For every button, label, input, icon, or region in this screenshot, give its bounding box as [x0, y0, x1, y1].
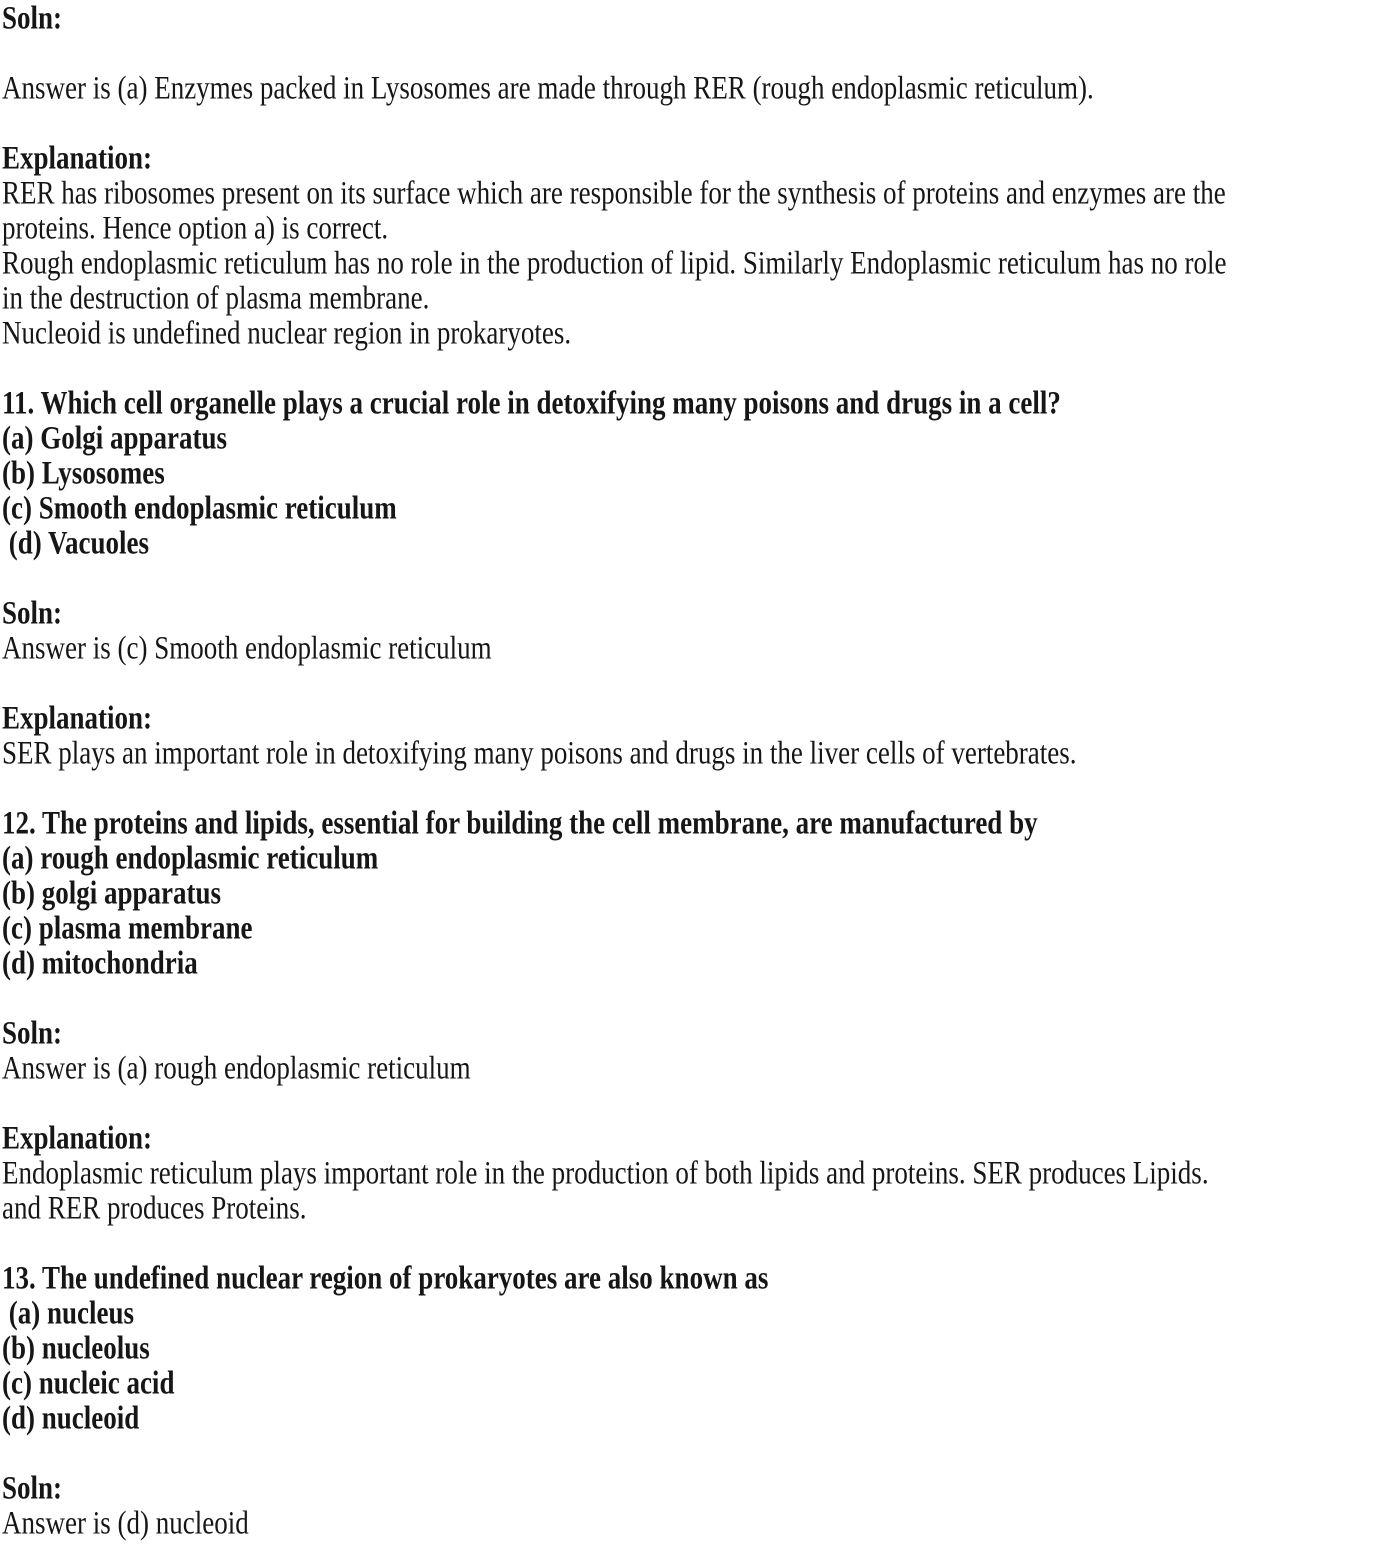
soln-heading-label: Soln: — [2, 594, 63, 631]
option-text: (d) mitochondria — [2, 944, 198, 981]
solution-answer-text: Answer is (c) Smooth endoplasmic reticulum — [2, 629, 492, 666]
blank-line — [2, 563, 1384, 598]
explanation-heading-label: Explanation: — [2, 1119, 153, 1156]
solution-answer-text: Answer is (d) nucleoid — [2, 1504, 249, 1541]
option-text: (b) golgi apparatus — [2, 874, 222, 911]
soln-heading — [2, 0, 1384, 38]
question-11-option-c — [2, 489, 1384, 528]
soln-heading-label: Soln: — [2, 1469, 63, 1506]
question-11-option-a — [2, 419, 1384, 458]
explanation-text: in the destruction of plasma membrane. — [2, 279, 430, 316]
question-13-heading — [2, 1259, 1384, 1298]
option-text: (a) Golgi apparatus — [2, 419, 228, 456]
question-11-text: 11. Which cell organelle plays a crucial role in detoxifying many poisons and drugs in a cell? — [2, 384, 1061, 421]
soln-heading-label: Soln: — [2, 1014, 63, 1051]
option-text: (c) plasma membrane — [2, 909, 253, 946]
explanation-line — [2, 734, 1384, 773]
option-text: (b) Lysosomes — [2, 454, 165, 491]
option-text: (d) nucleoid — [2, 1399, 140, 1436]
soln-heading-label: Soln: — [2, 0, 63, 36]
question-12-option-c — [2, 909, 1384, 948]
question-12-option-d — [2, 944, 1384, 983]
blank-line — [2, 983, 1384, 1018]
blank-line — [2, 1088, 1384, 1123]
solution-answer — [2, 1504, 1384, 1543]
option-text: (b) nucleolus — [2, 1329, 150, 1366]
option-text: (a) nucleus — [2, 1294, 135, 1331]
question-13-option-c — [2, 1364, 1384, 1403]
solution-answer — [2, 629, 1384, 668]
option-text: (c) nucleic acid — [2, 1364, 175, 1401]
explanation-text: Nucleoid is undefined nuclear region in prokaryotes. — [2, 314, 572, 351]
solution-answer-text: Answer is (a) Enzymes packed in Lysosomes are made through RER (rough endoplasmic reticulum). — [2, 69, 1094, 106]
option-text: (a) rough endoplasmic reticulum — [2, 839, 379, 876]
question-13-option-a — [2, 1294, 1384, 1333]
explanation-text: Rough endoplasmic reticulum has no role in the production of lipid. Similarly Endoplasmic reticulum has no role — [2, 244, 1227, 281]
question-13-option-d — [2, 1399, 1384, 1438]
solution-answer — [2, 69, 1384, 108]
solution-answer-text: Answer is (a) rough endoplasmic reticulum — [2, 1049, 471, 1086]
explanation-text: SER plays an important role in detoxifying many poisons and drugs in the liver cells of vertebrates. — [2, 734, 1077, 771]
question-12-text: 12. The proteins and lipids, essential for building the cell membrane, are manufactured by — [2, 804, 1038, 841]
explanation-text: and RER produces Proteins. — [2, 1189, 307, 1226]
explanation-heading-label: Explanation: — [2, 139, 153, 176]
explanation-line — [2, 314, 1384, 353]
explanation-text: Endoplasmic reticulum plays important role in the production of both lipids and proteins. SER produces Lipids. — [2, 1154, 1209, 1191]
explanation-heading-label: Explanation: — [2, 699, 153, 736]
blank-line — [2, 108, 1384, 143]
solution-answer — [2, 1049, 1384, 1088]
question-11-option-d — [2, 524, 1384, 563]
explanation-text: proteins. Hence option a) is correct. — [2, 209, 389, 246]
question-13-text: 13. The undefined nuclear region of prokaryotes are also known as — [2, 1259, 769, 1296]
option-text: (c) Smooth endoplasmic reticulum — [2, 489, 397, 526]
question-13-option-b — [2, 1329, 1384, 1368]
option-text: (d) Vacuoles — [2, 524, 150, 561]
explanation-text: RER has ribosomes present on its surface which are responsible for the synthesis of proteins and enzymes are the — [2, 174, 1226, 211]
blank-line — [2, 668, 1384, 703]
blank-line — [2, 1438, 1384, 1473]
explanation-line — [2, 1189, 1384, 1228]
